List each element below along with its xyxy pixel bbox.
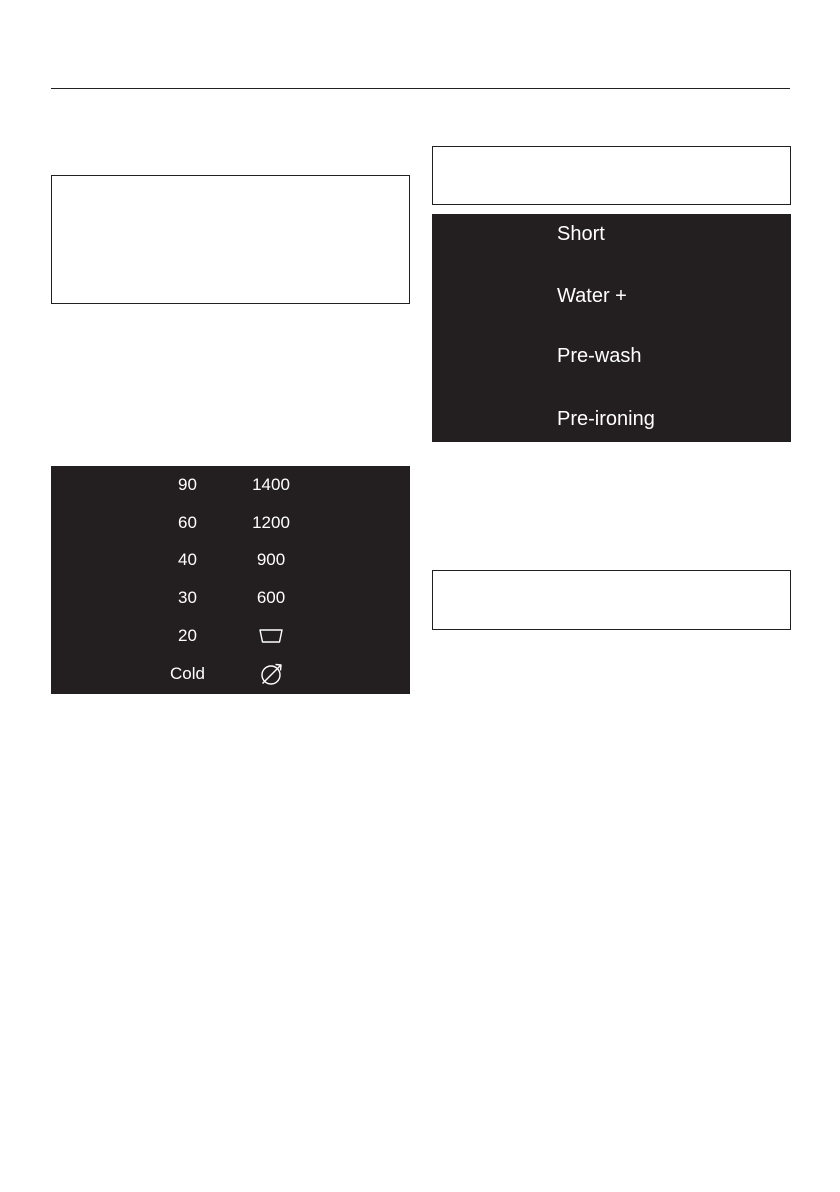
option-water-plus[interactable]: Water + bbox=[557, 285, 627, 307]
temperature-spin-panel bbox=[51, 466, 410, 694]
spin-option-1400[interactable]: 1400 bbox=[252, 475, 290, 494]
temperature-option-20[interactable]: 20 bbox=[178, 626, 197, 645]
option-pre-wash[interactable]: Pre-wash bbox=[557, 345, 642, 367]
note-box-left bbox=[51, 175, 410, 304]
temperature-option-60[interactable]: 60 bbox=[178, 513, 197, 532]
note-box-right-top bbox=[432, 146, 791, 205]
option-pre-ironing[interactable]: Pre-ironing bbox=[557, 408, 655, 430]
temperature-option-40[interactable]: 40 bbox=[178, 550, 197, 569]
spin-option-600[interactable]: 600 bbox=[256, 588, 286, 607]
temperature-option-cold[interactable]: Cold bbox=[170, 664, 205, 683]
temperature-option-30[interactable]: 30 bbox=[178, 588, 197, 607]
option-short[interactable]: Short bbox=[557, 223, 605, 245]
spin-option-900[interactable]: 900 bbox=[256, 550, 286, 569]
options-panel bbox=[432, 214, 791, 442]
note-box-right-bottom bbox=[432, 570, 791, 630]
spin-option-1200[interactable]: 1200 bbox=[252, 513, 290, 532]
temperature-option-90[interactable]: 90 bbox=[178, 475, 197, 494]
header-rule bbox=[51, 88, 790, 89]
